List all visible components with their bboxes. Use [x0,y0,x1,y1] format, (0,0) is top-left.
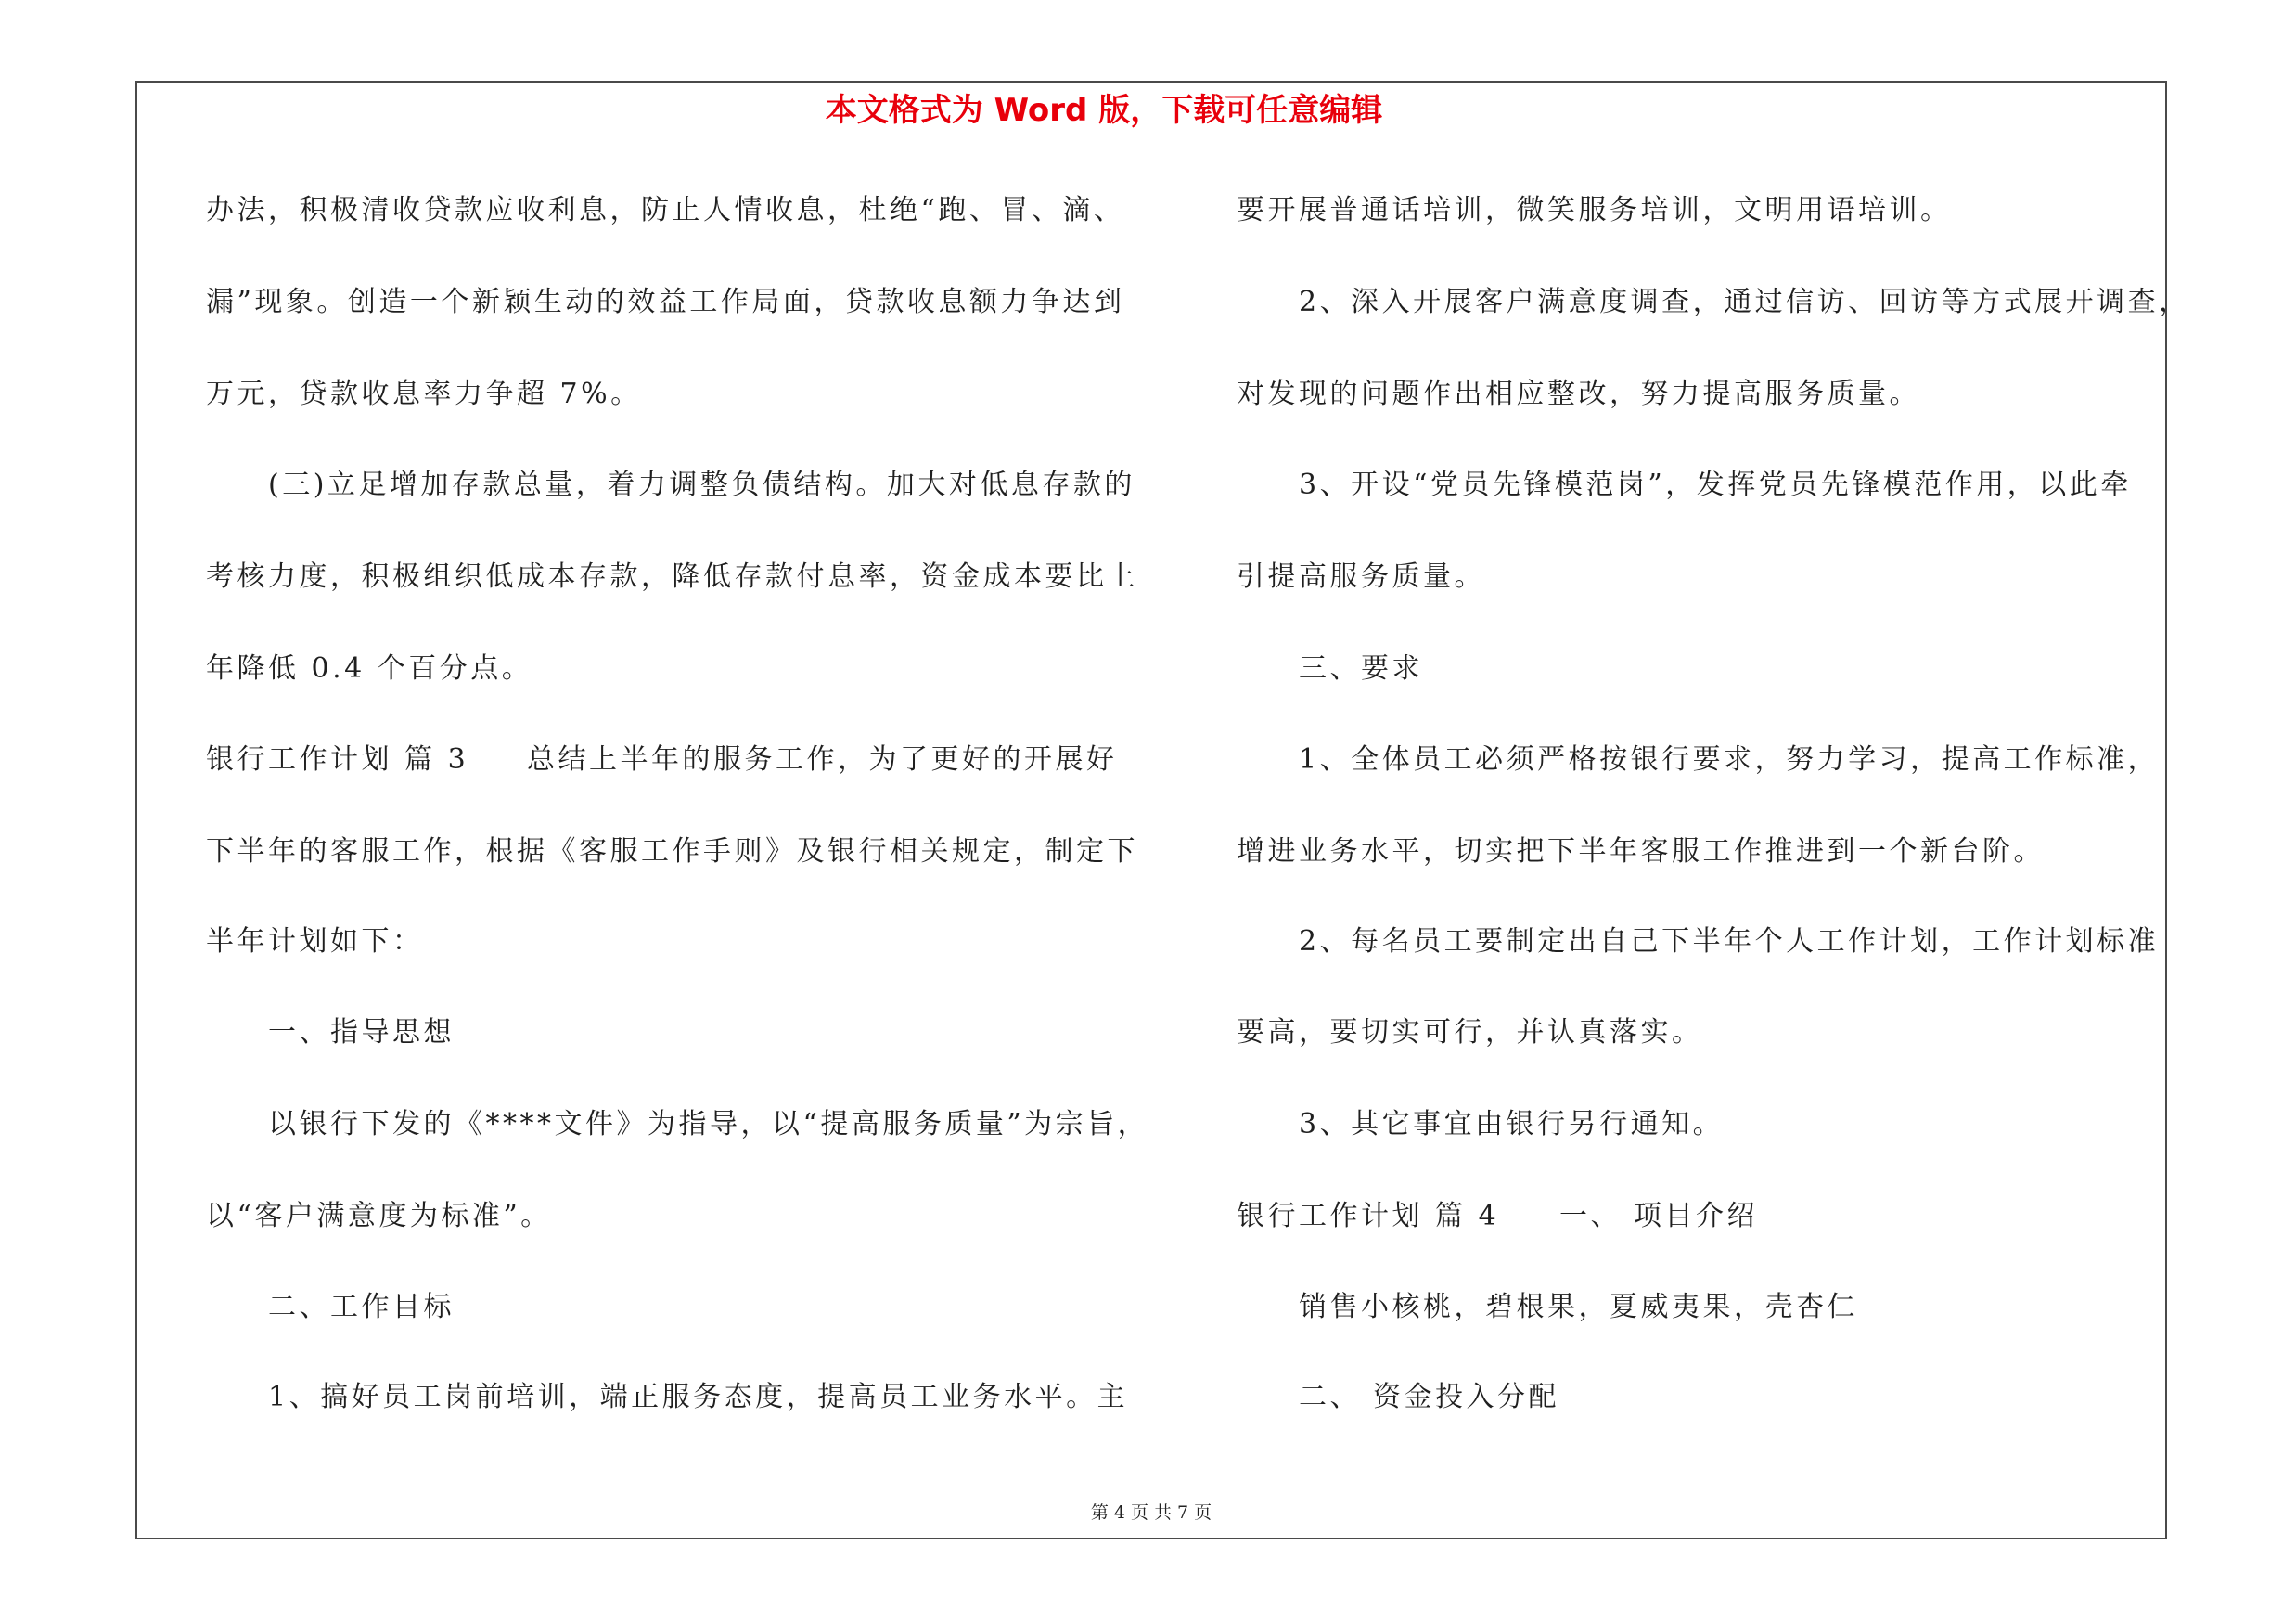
text-line: (三)立足增加存款总量，着力调整负债结构。加大对低息存款的 [268,469,1135,501]
format-notice: 本文格式为 Word 版，下载可任意编辑 [825,92,1383,129]
text-line: 对发现的问题作出相应整改，努力提高服务质量。 [1237,378,1920,410]
text-line: 要开展普通话培训，微笑服务培训，文明用语培训。 [1237,194,1952,226]
text-line: 年降低 0.4 个百分点。 [206,652,533,685]
subheading: 一、 项目介绍 [1559,1200,1759,1232]
text-line: 考核力度，积极组织低成本存款，降低存款付息率，资金成本要比上 [206,560,1138,593]
text-line: 以“客户满意度为标准”。 [206,1200,552,1232]
text-line: 1、全体员工必须严格按银行要求，努力学习，提高工作标准， [1299,743,2160,776]
text-line: 2、深入开展客户满意度调查，通过信访、回访等方式展开调查， [1299,286,2190,318]
text-line: 漏”现象。创造一个新颖生动的效益工作局面，贷款收息额力争达到 [206,286,1125,318]
text-line: 办法，积极清收贷款应收利息，防止人情收息，杜绝“跑、冒、滴、 [206,194,1125,226]
subheading: 二、 资金投入分配 [1299,1381,1560,1413]
subheading: 三、要求 [1299,652,1423,685]
text-line: 万元，贷款收息率力争超 7%。 [206,378,642,410]
section-heading: 银行工作计划 篇 4 [1237,1200,1500,1232]
text-line: 3、开设“党员先锋模范岗”，发挥党员先锋模范作用，以此牵 [1299,469,2132,501]
subheading: 二、工作目标 [268,1291,455,1323]
text-line: 3、其它事宜由银行另行通知。 [1299,1108,1725,1140]
text-line: 2、每名员工要制定出自己下半年个人工作计划，工作计划标准 [1299,925,2160,958]
section-heading: 银行工作计划 篇 3 [206,743,469,776]
text-line: 引提高服务质量。 [1237,560,1485,593]
page-number: 第 4 页 共 7 页 [1090,1502,1212,1523]
text-line: 要高，要切实可行，并认真落实。 [1237,1016,1703,1049]
text-line: 1、搞好员工岗前培训，端正服务态度，提高员工业务水平。主 [268,1381,1129,1413]
text-line: 销售小核桃，碧根果，夏威夷果，壳杏仁 [1299,1291,1858,1323]
text-line: 总结上半年的服务工作，为了更好的开展好 [527,743,1118,776]
text-line: 半年计划如下： [206,925,424,958]
text-line: 下半年的客服工作，根据《客服工作手则》及银行相关规定，制定下 [206,835,1138,868]
text-line: 以银行下发的《****文件》为指导，以“提高服务质量”为宗旨， [268,1108,1149,1140]
text-line: 增进业务水平，切实把下半年客服工作推进到一个新台阶。 [1237,835,2045,868]
subheading: 一、指导思想 [268,1016,455,1049]
